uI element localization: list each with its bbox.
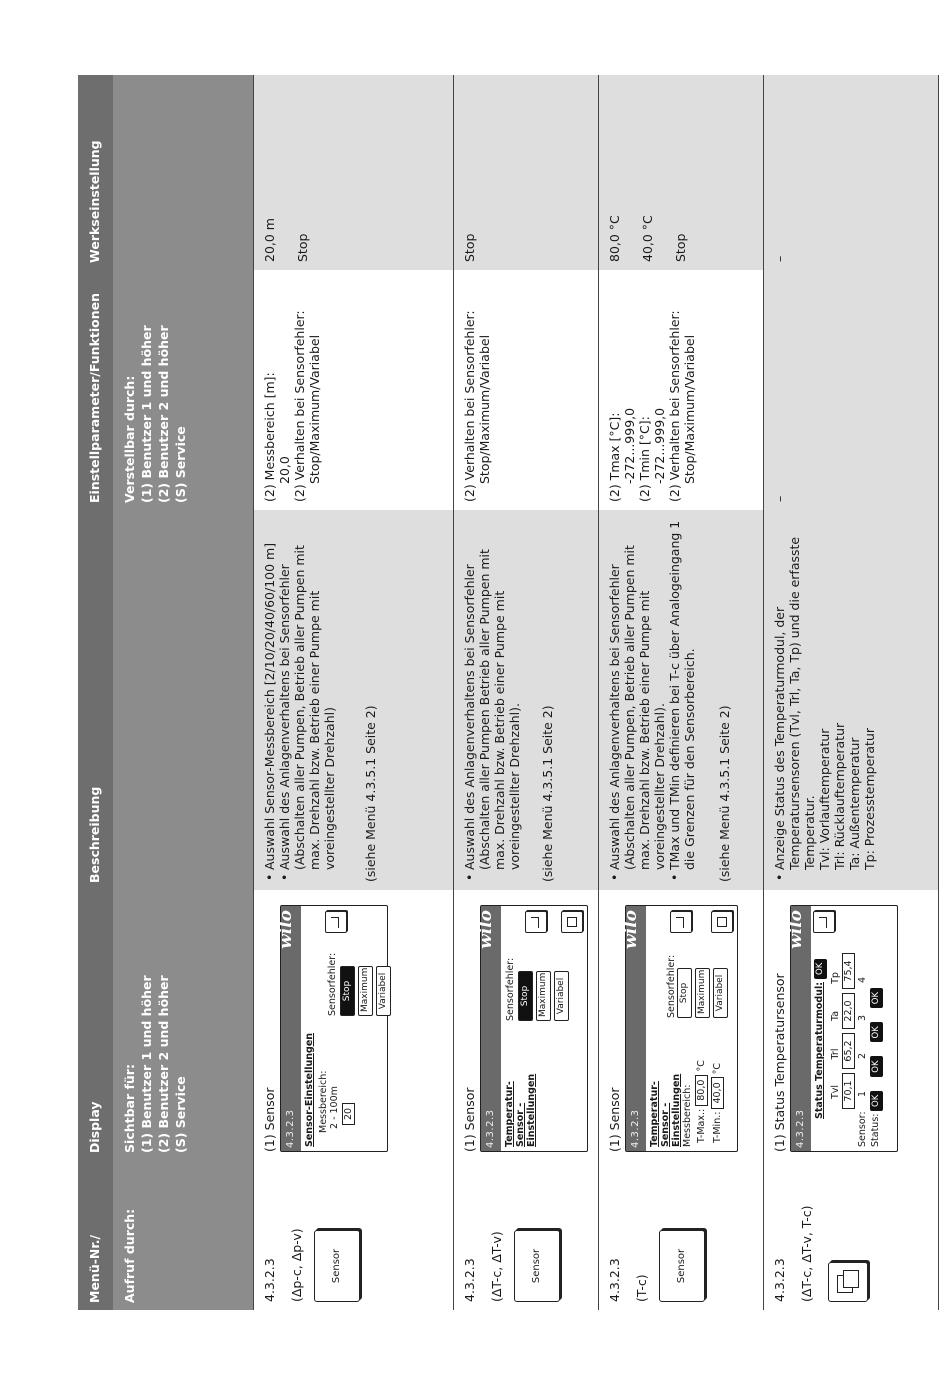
header-default: Werkseinstellung — [78, 75, 113, 270]
header-params: Einstellparameter/Funktionen — [78, 270, 113, 510]
sensor-button[interactable]: Sensor — [314, 1230, 360, 1302]
table-row: 4.3.2.3 (ΔT-c, ΔT-v) Sensor (1) Sensor 4.3.2.3 wilo Temperatur-Sensor - Einstellungen Sensorfehler: Stop Maximum Variabel • Auswahl des Anlagenverhaltens bei Sensorfehler (Abschalten aller Pumpen Betrieb aller Pumpen mit max. Drehzahl bzw. Betrieb einer Pumpe mit voreingestellter Drehzahl). (siehe Menü 4.3.5.1 Seite 2) (2) Verhalten bei Sensorfehler: Stop/Maximum/Variabel Stop — [453, 75, 598, 1310]
fault-value[interactable]: Stop — [677, 968, 692, 1018]
header-row — [78, 75, 113, 1310]
option-stop[interactable]: Stop — [518, 971, 533, 1021]
page-nav-icon[interactable] — [828, 1262, 868, 1302]
table-row — [253, 75, 453, 1310]
menu-table — [78, 75, 939, 1310]
rotated-table-container — [78, 75, 881, 1310]
tmin-field[interactable]: 40,0 — [711, 1077, 724, 1108]
menu-cell — [253, 1160, 453, 1310]
header-description: Beschreibung — [78, 510, 113, 890]
display-screen: 4.3.2.3 wilo Temperatur-Sensor - Einstellungen Messbereich: T-Max.: 80,0 °C T-Min.: 40,0 °C Sensorfehler: Stop Maximum Variabel — [625, 905, 738, 1152]
description-cell: • Auswahl Sensor-Messbereich [2/10/20/40/60/100 m] • Auswahl des Anlagenverhaltens bei Sensorfehler (Abschalten aller Pumpen, Betrieb aller Pumpen mit max. Drehzahl bzw. Betrieb einer Pumpe mit voreingestellter Drehzahl) (siehe Menü 4.3.5.1 Seite 2) — [253, 510, 453, 890]
subheader-adjustable: Verstellbar durch: (1) Benutzer 1 und höher (2) Benutzer 2 und höher (S) Service — [113, 270, 253, 510]
screen-menu-code: 4.3.2.3 — [284, 1109, 296, 1148]
back-icon[interactable] — [525, 911, 547, 933]
header-menu-nr: Menü-Nr./ — [78, 1160, 113, 1310]
control-mode: (Δp-c, Δp-v) — [288, 1228, 304, 1302]
subheader-default-empty — [113, 75, 253, 270]
table-row: 4.3.2.3 (ΔT-c, ΔT-v, T-c) (1) Status Temperatursensor 4.3.2.3 wilo Status Temperaturmodul: OK TvlTrlTaTp 70,165,222,075,4 Sensor:1234 Status:OKOKOKOK • Anzeige Status des Temperaturmodul, der Temperatursensoren (Tvl, Trl, Ta, Tp) und die erfasste Temperatur. Tvl: Vorlauftemperatur Trl: Rücklauftemperatur Ta: Außentemperatur Tp: Prozesstemperatur – – — [763, 75, 938, 1310]
display-screen: 4.3.2.3 wilo Temperatur-Sensor - Einstellungen Sensorfehler: Stop Maximum Variabel — [480, 905, 588, 1152]
screen-title: Sensor-Einstellungen — [303, 1032, 315, 1147]
option-variabel[interactable]: Variabel — [376, 966, 391, 1016]
option-stop[interactable]: Stop — [340, 966, 355, 1016]
subheader-call: Aufruf durch: — [113, 1160, 253, 1310]
subheader-row — [113, 75, 253, 1310]
option-maximum[interactable]: Maximum — [536, 971, 551, 1021]
back-icon[interactable] — [670, 911, 692, 933]
back-icon[interactable] — [325, 911, 347, 933]
option-variabel[interactable]: Variabel — [554, 971, 569, 1021]
display-screen: 4.3.2.3 wilo Sensor-Einstellungen Messbereich: 2 - 100m 20 Sensorfehler: Stop Maximum Variabel — [280, 905, 388, 1152]
screen-title: Status Temperaturmodul: — [813, 982, 825, 1119]
wilo-logo: wilo — [475, 910, 496, 949]
default-cell: 20,0 m Stop — [253, 75, 453, 270]
table-row: 4.3.2.3 (T-c) Sensor (1) Sensor 4.3.2.3 wilo Temperatur-Sensor - Einstellungen Messbereich: T-Max.: 80,0 °C T-Min.: 40,0 °C Sensorfehler: Stop Maximum Variabel • Auswahl des Anlagenverhaltens bei Sensorfehler (Abschalten aller Pumpen, Betrieb aller Pumpen mit max. Drehzahl bzw. Betrieb einer Pumpe mit voreingestellter Drehzahl). • TMax und TMin definieren bei T-c über Analogeingang 1 die Grenzen für den Sensorbereich. (siehe Menü 4.3.5.1 Seite 2) (2) Tmax [°C]: -272...999,0 (2) Tmin [°C]: -272...999,0 (2) Verhalten bei Sensorfehler: Stop/Maximum/Variabel 80,0 °C 40,0 °C Stop — [598, 75, 763, 1310]
params-cell: (2) Messbereich [m]: 20,0 (2) Verhalten bei Sensorfehler: Stop/Maximum/Variabel — [253, 270, 453, 510]
tmax-field[interactable]: 80,0 — [695, 1075, 708, 1106]
option-variabel[interactable]: Variabel — [713, 968, 728, 1018]
screen-title: Temperatur-Sensor - Einstellungen — [648, 1073, 682, 1147]
display-cell: (1) Sensor 4.3.2.3 wilo Sensor-Einstellungen Messbereich: 2 - 100m 20 Sensorfehler: Stop Maximum Variabel — [253, 890, 453, 1160]
subheader-empty — [113, 510, 253, 890]
display-screen: 4.3.2.3 wilo Status Temperaturmodul: OK TvlTrlTaTp 70,165,222,075,4 Sensor:1234 Status:OKOKOKOK — [790, 905, 898, 1152]
page-icon[interactable] — [711, 911, 733, 933]
page-icon[interactable] — [561, 911, 583, 933]
sensor-button[interactable]: Sensor — [659, 1230, 705, 1302]
range-value-field[interactable]: 20 — [342, 1103, 355, 1125]
wilo-logo: wilo — [785, 910, 806, 949]
sensor-button[interactable]: Sensor — [514, 1230, 560, 1302]
back-icon[interactable] — [813, 911, 835, 933]
wilo-logo: wilo — [620, 910, 641, 949]
header-display: Display — [78, 890, 113, 1160]
screen-title: Temperatur-Sensor - Einstellungen — [503, 1073, 537, 1147]
subheader-visible: Sichtbar für: (1) Benutzer 1 und höher (2) Benutzer 2 und höher (S) Service — [113, 890, 253, 1160]
option-maximum[interactable]: Maximum — [358, 966, 373, 1016]
option-maximum[interactable]: Maximum — [695, 968, 710, 1018]
menu-number: 4.3.2.3 — [261, 1258, 277, 1302]
wilo-logo: wilo — [275, 910, 296, 949]
